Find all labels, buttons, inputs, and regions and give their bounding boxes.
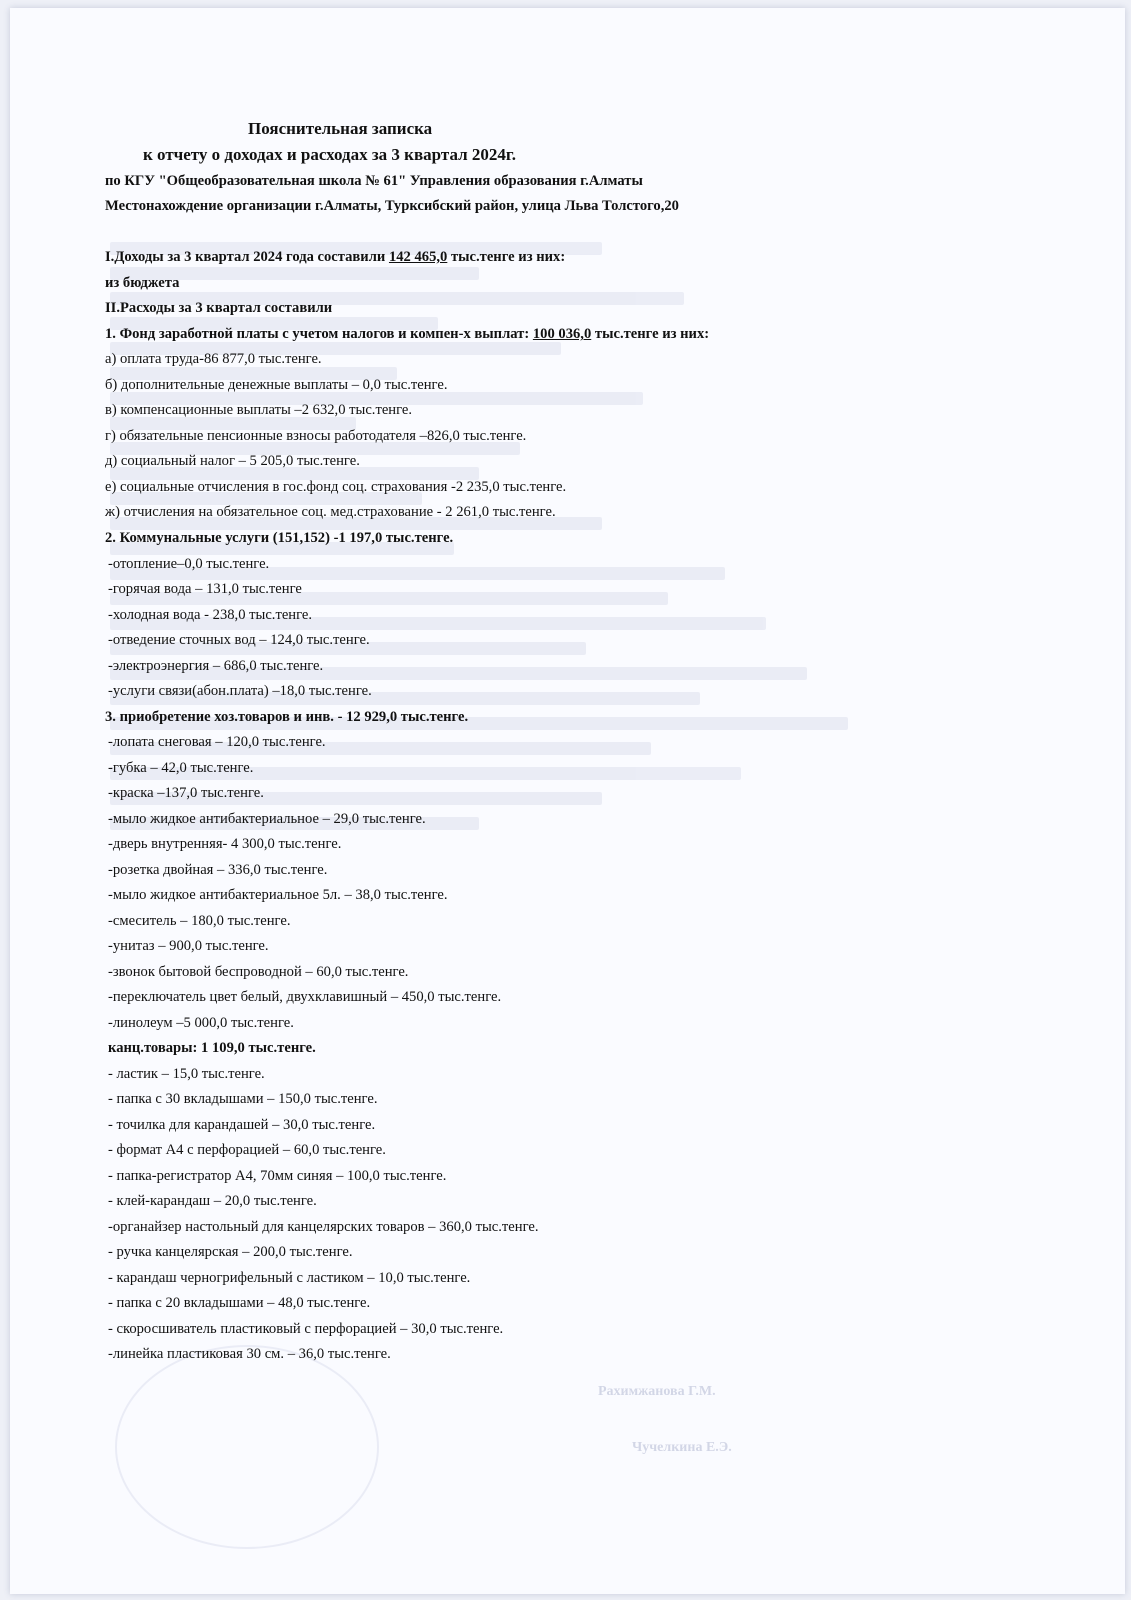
stationery-item: - клей-карандаш – 20,0 тыс.тенге.: [108, 1193, 317, 1209]
payroll-item: б) дополнительные денежные выплаты – 0,0 тыс.тенге.: [105, 377, 448, 393]
stationery-item: - папка с 30 вкладышами – 150,0 тыс.тенге.: [108, 1091, 378, 1107]
utilities-item: -услуги связи(абон.плата) –18,0 тыс.тенге.: [108, 683, 372, 699]
utilities-item: -горячая вода – 131,0 тыс.тенге: [108, 581, 302, 597]
payroll-suffix: тыс.тенге из них:: [591, 326, 710, 342]
document-title: Пояснительная записка: [248, 119, 433, 138]
stationery-item: - точилка для карандашей – 30,0 тыс.тенге.: [108, 1117, 376, 1133]
goods-item: -унитаз – 900,0 тыс.тенге.: [108, 938, 269, 954]
stamp-imprint: [115, 1345, 379, 1549]
location-line: Местонахождение организации г.Алматы, Турксибский район, улица Льва Толстого,20: [105, 198, 679, 214]
goods-item: -дверь внутренняя- 4 300,0 тыс.тенге.: [108, 836, 342, 852]
utilities-item: -холодная вода - 238,0 тыс.тенге.: [108, 607, 313, 623]
goods-item: -губка – 42,0 тыс.тенге.: [108, 760, 254, 776]
income-prefix: I.Доходы за 3 квартал 2024 года составили: [105, 249, 389, 265]
income-line: [105, 248, 565, 266]
goods-item: -розетка двойная – 336,0 тыс.тенге.: [108, 862, 328, 878]
goods-item: -лопата снеговая – 120,0 тыс.тенге.: [108, 734, 326, 750]
goods-item: -мыло жидкое антибактериальное 5л. – 38,0 тыс.тенге.: [108, 887, 448, 903]
payroll-item: в) компенсационные выплаты –2 632,0 тыс.тенге.: [105, 402, 413, 418]
goods-item: -линолеум –5 000,0 тыс.тенге.: [108, 1015, 294, 1031]
signature-name-2: Чучелкина Е.Э.: [632, 1440, 732, 1455]
document-subtitle: к отчету о доходах и расходах за 3 квартал 2024г.: [143, 145, 516, 164]
stationery-item: - скоросшиватель пластиковый с перфорацией – 30,0 тыс.тенге.: [108, 1321, 504, 1337]
utilities-item: -электроэнергия – 686,0 тыс.тенге.: [108, 658, 324, 674]
goods-item: -смеситель – 180,0 тыс.тенге.: [108, 913, 291, 929]
goods-item: -краска –137,0 тыс.тенге.: [108, 785, 264, 801]
income-source: из бюджета: [105, 275, 180, 291]
goods-item: -мыло жидкое антибактериальное – 29,0 тыс.тенге.: [108, 811, 426, 827]
payroll-prefix: 1. Фонд заработной платы с учетом налогов и компен-х выплат:: [105, 326, 533, 342]
goods-item: -звонок бытовой беспроводной – 60,0 тыс.тенге.: [108, 964, 409, 980]
payroll-amount: 100 036,0: [532, 326, 592, 342]
payroll-heading: [105, 325, 709, 343]
income-amount: 142 465,0: [388, 249, 448, 265]
stationery-item: - формат А4 с перфорацией – 60,0 тыс.тенге.: [108, 1142, 386, 1158]
stationery-item: - карандаш черногрифельный с ластиком – 10,0 тыс.тенге.: [108, 1270, 471, 1286]
payroll-item: д) социальный налог – 5 205,0 тыс.тенге.: [105, 453, 360, 469]
payroll-item: г) обязательные пенсионные взносы работодателя –826,0 тыс.тенге.: [105, 428, 527, 444]
stationery-item: -линейка пластиковая 30 см. – 36,0 тыс.тенге.: [108, 1346, 391, 1362]
payroll-item: е) социальные отчисления в гос.фонд соц. страхования -2 235,0 тыс.тенге.: [105, 479, 567, 495]
goods-item: -переключатель цвет белый, двухклавишный – 450,0 тыс.тенге.: [108, 989, 502, 1005]
stationery-item: -органайзер настольный для канцелярских товаров – 360,0 тыс.тенге.: [108, 1219, 539, 1235]
stationery-item: - папка с 20 вкладышами – 48,0 тыс.тенге.: [108, 1295, 371, 1311]
stationery-item: - папка-регистратор А4, 70мм синяя – 100,0 тыс.тенге.: [108, 1168, 447, 1184]
stationery-heading: канц.товары: 1 109,0 тыс.тенге.: [108, 1040, 316, 1056]
utilities-item: -отопление–0,0 тыс.тенге.: [108, 556, 270, 572]
utilities-heading: 2. Коммунальные услуги (151,152) -1 197,0 тыс.тенге.: [105, 530, 454, 546]
organization-line: по КГУ "Общеобразовательная школа № 61" Управления образования г.Алматы: [105, 173, 643, 189]
stationery-item: - ластик – 15,0 тыс.тенге.: [108, 1066, 265, 1082]
signature-name-1: Рахимжанова Г.М.: [598, 1384, 716, 1399]
income-suffix: тыс.тенге из них:: [447, 249, 566, 265]
payroll-item: ж) отчисления на обязательное соц. мед.страхование - 2 261,0 тыс.тенге.: [105, 504, 556, 520]
payroll-item: а) оплата труда-86 877,0 тыс.тенге.: [105, 351, 322, 367]
expenses-heading: II.Расходы за 3 квартал составили: [105, 300, 333, 316]
stationery-item: - ручка канцелярская – 200,0 тыс.тенге.: [108, 1244, 353, 1260]
goods-heading: 3. приобретение хоз.товаров и инв. - 12 929,0 тыс.тенге.: [105, 709, 469, 725]
utilities-item: -отведение сточных вод – 124,0 тыс.тенге.: [108, 632, 370, 648]
